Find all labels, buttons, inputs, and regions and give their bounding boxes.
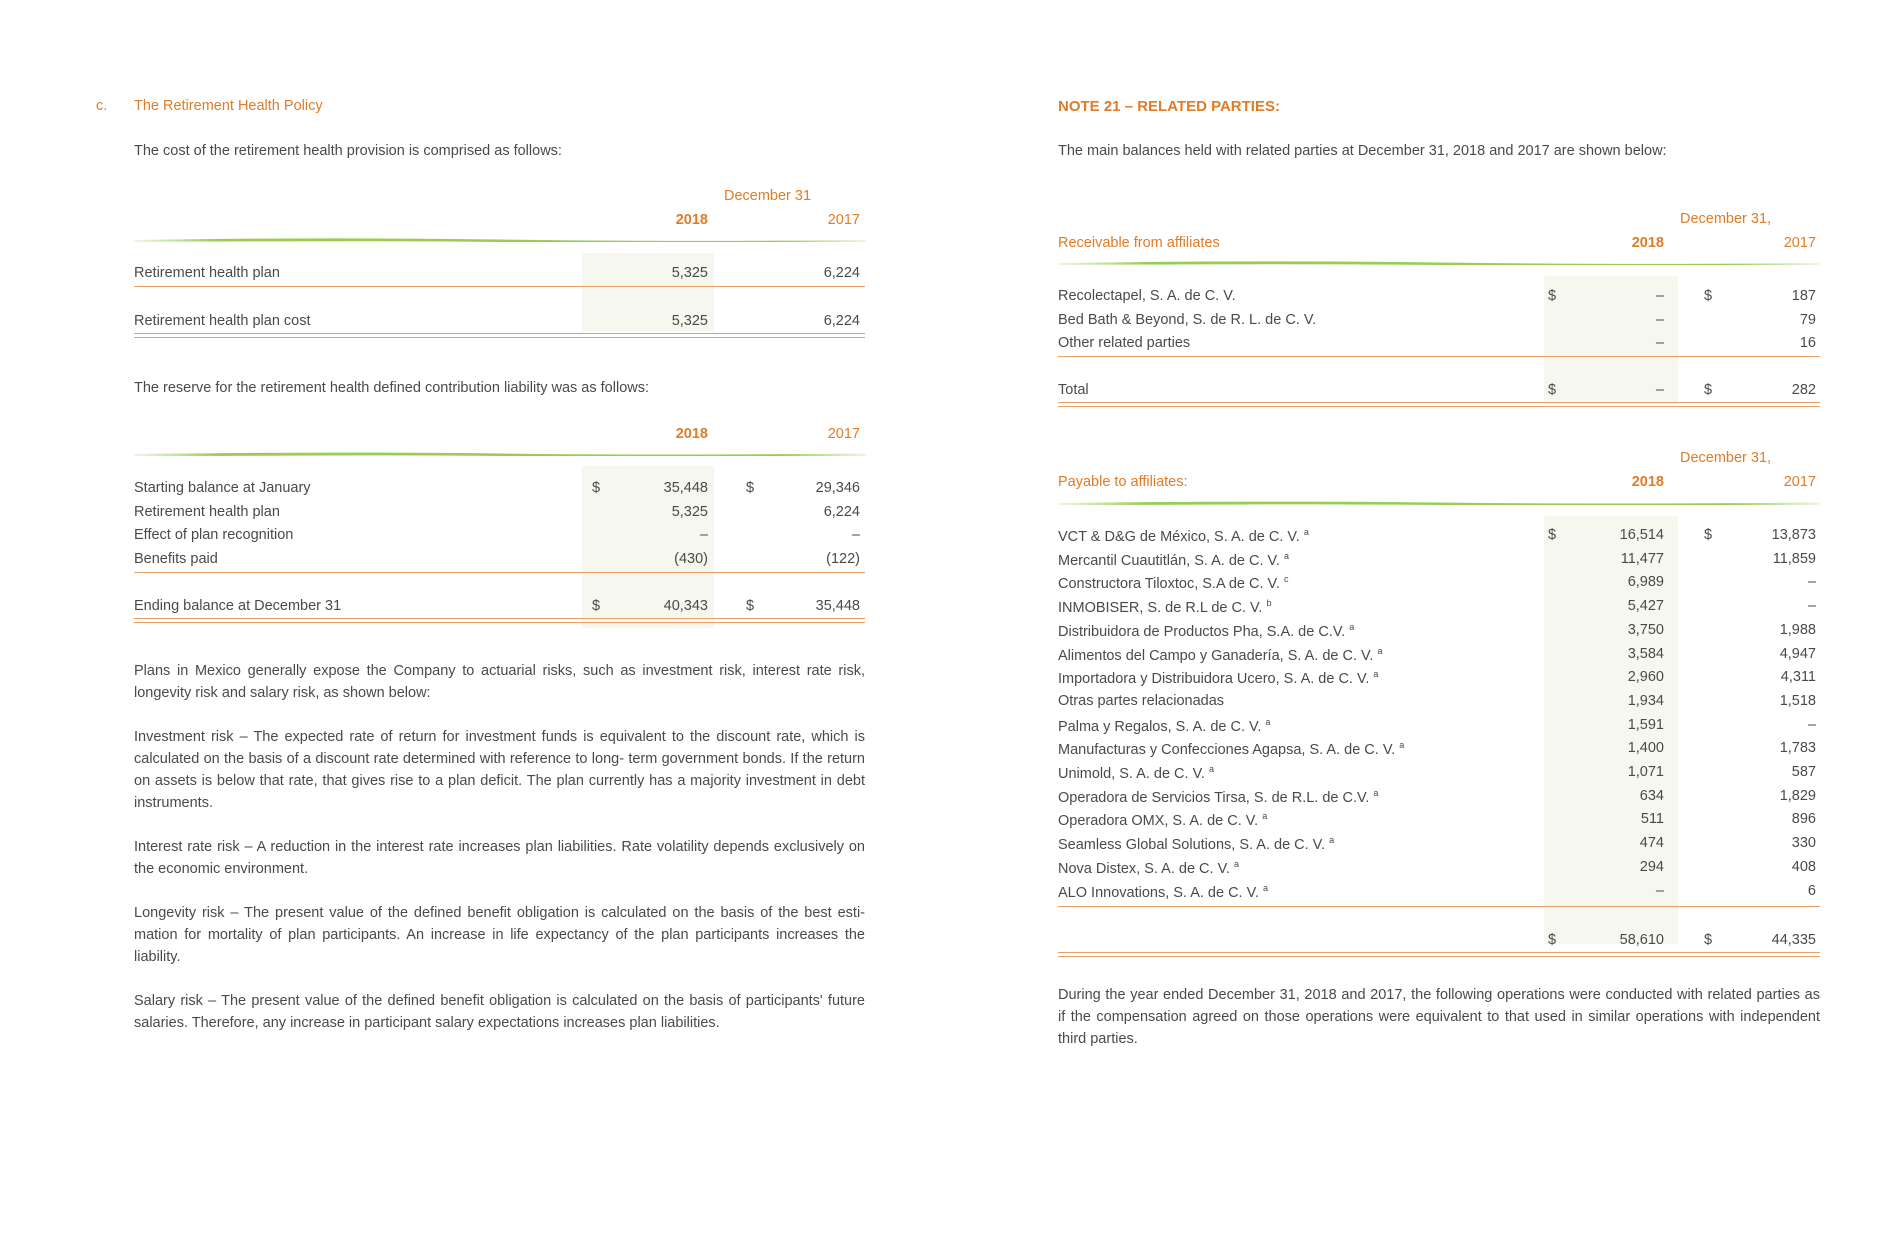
payable-row-2017: 4,311 xyxy=(1780,669,1816,685)
receivable-total-2017: 282 xyxy=(1791,382,1816,398)
payable-row-2018: 2,960 xyxy=(1627,669,1664,685)
reserve-col-2017: 2017 xyxy=(827,426,860,442)
currency-symbol: $ xyxy=(1704,932,1713,948)
cost-period-label: December 31 xyxy=(724,188,812,204)
payable-row-name: VCT & D&G de México, S. A. de C. V. xyxy=(1058,528,1300,545)
payable-row-2017: 1,783 xyxy=(1779,740,1816,756)
footnote-marker: a xyxy=(1377,646,1383,656)
payable-row-2018: 6,989 xyxy=(1627,574,1664,590)
payable-row-2018: 3,584 xyxy=(1627,646,1664,662)
payable-row-2017: 330 xyxy=(1791,835,1816,851)
payable-total-2017: 44,335 xyxy=(1771,932,1816,948)
payable-row-label xyxy=(1058,598,1271,616)
payable-row-2018: 3,750 xyxy=(1627,622,1664,638)
salary-risk-paragraph: Salary risk – The present value of the defined benefit obligation is calculated on the basis of participants' future salaries. Therefore, any increase in participant salary expectations increases plan liabilities. xyxy=(134,993,865,1031)
reserve-row-label: Retirement health plan xyxy=(134,504,280,520)
reserve-row-2017: 29,346 xyxy=(815,480,860,496)
footnote-marker: a xyxy=(1262,811,1268,821)
payable-total-2018: 58,610 xyxy=(1619,932,1664,948)
payable-row-name: Manufacturas y Confecciones Agapsa, S. A. de C. V. xyxy=(1058,741,1396,758)
currency-symbol: $ xyxy=(1704,382,1713,398)
footnote-marker: c xyxy=(1283,574,1289,584)
payable-row-name: Importadora y Distribuidora Ucero, S. A. de C. V. xyxy=(1058,670,1370,687)
payable-row-name: Seamless Global Solutions, S. A. de C. V. xyxy=(1058,836,1326,853)
payable-row-label xyxy=(1058,883,1268,901)
payable-row-name: Otras partes relacionadas xyxy=(1058,693,1225,709)
payable-row-2018: 5,427 xyxy=(1627,598,1664,614)
footnote-marker: a xyxy=(1283,551,1289,561)
header-brush-stroke xyxy=(1058,259,1820,265)
row-divider xyxy=(1058,356,1820,357)
receivable-row-2017: 16 xyxy=(1799,335,1816,351)
cost-row-2017: 6,224 xyxy=(823,265,860,281)
footnote-marker: a xyxy=(1233,859,1239,869)
payable-row-2017: 1,988 xyxy=(1779,622,1816,638)
cost-total-label: Retirement health plan cost xyxy=(134,313,311,329)
note-title: NOTE 21 – RELATED PARTIES: xyxy=(1058,98,1280,115)
currency-symbol: $ xyxy=(746,480,755,496)
payable-row-label xyxy=(1058,622,1354,640)
receivable-row-label: Recolectapel, S. A. de C. V. xyxy=(1058,288,1236,304)
payable-row-2018: 634 xyxy=(1639,788,1664,804)
payable-row-label xyxy=(1058,693,1224,709)
footnote-marker: a xyxy=(1265,717,1271,727)
longevity-risk-paragraph: Longevity risk – The present value of the defined benefit obligation is calculated on the basis of the best esti- mation for mortality of plan participants. An increase in life expectancy of the plan participants increases the liability. xyxy=(134,905,865,965)
currency-symbol: $ xyxy=(592,480,601,496)
reserve-row-2017: – xyxy=(851,527,860,543)
receivable-col-2017: 2017 xyxy=(1783,235,1816,251)
payable-row-name: Nova Distex, S. A. de C. V. xyxy=(1058,860,1230,877)
payable-row-2017: 587 xyxy=(1791,764,1816,780)
reserve-row-2017: (122) xyxy=(826,551,860,567)
cost-total-2017: 6,224 xyxy=(823,313,860,329)
payable-row-label xyxy=(1058,764,1214,782)
header-brush-stroke xyxy=(134,450,866,456)
payable-row-name: Unimold, S. A. de C. V. xyxy=(1058,765,1205,782)
payable-row-name: Distribuidora de Productos Pha, S.A. de C.V. xyxy=(1058,623,1346,640)
payable-row-2018: 1,071 xyxy=(1627,764,1664,780)
payable-row-2017: – xyxy=(1807,598,1816,614)
currency-symbol: $ xyxy=(592,598,601,614)
row-divider xyxy=(134,286,865,287)
currency-symbol: $ xyxy=(1548,932,1557,948)
reserve-total-2017: 35,448 xyxy=(815,598,860,614)
payable-row-2018: – xyxy=(1655,883,1664,899)
footnote-marker: a xyxy=(1303,527,1309,537)
payable-row-label xyxy=(1058,669,1378,687)
receivable-total-2018: – xyxy=(1655,382,1664,398)
payable-row-label xyxy=(1058,740,1404,758)
reserve-row-2018: 35,448 xyxy=(663,480,708,496)
payable-row-name: Alimentos del Campo y Ganadería, S. A. de C. V. xyxy=(1058,647,1374,664)
receivable-row-2018: – xyxy=(1655,288,1664,304)
reserve-row-label: Effect of plan recognition xyxy=(134,527,294,543)
payable-row-2017: 11,859 xyxy=(1772,551,1816,567)
payable-row-name: Operadora OMX, S. A. de C. V. xyxy=(1058,812,1259,829)
payable-row-2018: 16,514 xyxy=(1619,527,1664,543)
payable-row-2017: 4,947 xyxy=(1779,646,1816,662)
payable-row-name: INMOBISER, S. de R.L de C. V. xyxy=(1058,599,1263,616)
payable-row-label xyxy=(1058,859,1239,877)
reserve-row-2018: (430) xyxy=(674,551,708,567)
reserve-col-2018: 2018 xyxy=(675,426,708,442)
payable-row-2017: 13,873 xyxy=(1771,527,1816,543)
payable-section-label: Payable to affiliates: xyxy=(1058,474,1188,490)
reserve-intro: The reserve for the retirement health defined contribution liability was as follows: xyxy=(134,380,650,396)
payable-row-2017: 408 xyxy=(1791,859,1816,875)
risk-intro-paragraph: Plans in Mexico generally expose the Company to actuarial risks, such as investment risk, interest rate risk, longevity risk and salary risk, as shown below: xyxy=(134,663,865,701)
reserve-row-2017: 6,224 xyxy=(823,504,860,520)
payable-row-2017: 896 xyxy=(1791,811,1816,827)
payable-row-name: ALO Innovations, S. A. de C. V. xyxy=(1058,884,1259,901)
footnote-marker: a xyxy=(1329,835,1335,845)
section-title: The Retirement Health Policy xyxy=(134,98,323,114)
payable-row-label xyxy=(1058,788,1378,806)
receivable-row-2017: 187 xyxy=(1791,288,1816,304)
payable-row-name: Palma y Regalos, S. A. de C. V. xyxy=(1058,718,1262,735)
reserve-total-2018: 40,343 xyxy=(663,598,708,614)
cost-intro: The cost of the retirement health provision is comprised as follows: xyxy=(134,143,562,159)
payable-row-label xyxy=(1058,717,1270,735)
payable-row-label xyxy=(1058,811,1267,829)
cost-col-2017: 2017 xyxy=(827,212,860,228)
footnote-marker: a xyxy=(1399,740,1405,750)
payable-row-2018: 1,934 xyxy=(1627,693,1664,709)
payable-row-label xyxy=(1058,646,1382,664)
closing-paragraph: During the year ended December 31, 2018 and 2017, the following operations were conducted with related parties as if the compensation agreed on those operations were equivalent to that used in similar operations with independent third parties. xyxy=(1058,987,1820,1047)
receivable-row-2018: – xyxy=(1655,312,1664,328)
payable-row-2018: 511 xyxy=(1640,811,1664,827)
row-divider xyxy=(1058,906,1820,907)
payable-row-name: Mercantil Cuautitlán, S. A. de C. V. xyxy=(1058,552,1280,569)
currency-symbol: $ xyxy=(1548,382,1557,398)
payable-row-2017: – xyxy=(1807,717,1816,733)
total-double-rule xyxy=(1058,952,1820,957)
receivable-total-label: Total xyxy=(1058,382,1089,398)
receivable-row-2017: 79 xyxy=(1799,312,1816,328)
footnote-marker: a xyxy=(1263,883,1269,893)
cost-total-2018: 5,325 xyxy=(671,313,708,329)
payable-row-2018: 294 xyxy=(1639,859,1664,875)
footnote-marker: a xyxy=(1373,788,1379,798)
currency-symbol: $ xyxy=(746,598,755,614)
section-letter: c. xyxy=(96,98,108,114)
footnote-marker: a xyxy=(1209,764,1215,774)
total-double-rule xyxy=(134,333,865,338)
receivable-section-label: Receivable from affiliates xyxy=(1058,235,1220,251)
footnote-marker: b xyxy=(1266,598,1272,608)
reserve-total-label: Ending balance at December 31 xyxy=(134,598,342,614)
investment-risk-paragraph: Investment risk – The expected rate of return for investment funds is equivalent to the discount rate, which is calculated on the basis of a discount rate determined with reference to long- term government bonds. If the return on assets is below that rate, that gives rise to a plan deficit. The plan currently has a majority investment in debt instruments. xyxy=(134,729,865,811)
payable-row-2017: 6 xyxy=(1807,883,1816,899)
reserve-row-2018: – xyxy=(699,527,708,543)
payable-row-label xyxy=(1058,527,1309,545)
payable-col-2017: 2017 xyxy=(1783,474,1816,490)
currency-symbol: $ xyxy=(1548,288,1557,304)
payable-row-label xyxy=(1058,574,1288,592)
receivable-col-2018: 2018 xyxy=(1631,235,1664,251)
total-double-rule xyxy=(1058,402,1820,407)
payable-row-name: Operadora de Servicios Tirsa, S. de R.L. de C.V. xyxy=(1058,789,1370,806)
currency-symbol: $ xyxy=(1704,527,1713,543)
cost-col-2018: 2018 xyxy=(675,212,708,228)
currency-symbol: $ xyxy=(1548,527,1557,543)
row-divider xyxy=(134,572,865,573)
payable-row-label xyxy=(1058,835,1334,853)
total-double-rule xyxy=(134,618,865,623)
payable-row-2018: 1,591 xyxy=(1627,717,1664,733)
receivable-row-label: Other related parties xyxy=(1058,335,1191,351)
receivable-row-label: Bed Bath & Beyond, S. de R. L. de C. V. xyxy=(1058,312,1317,328)
header-brush-stroke xyxy=(134,236,866,242)
reserve-row-label: Starting balance at January xyxy=(134,480,311,496)
receivable-row-2018: – xyxy=(1655,335,1664,351)
related-parties-intro: The main balances held with related parties at December 31, 2018 and 2017 are shown below: xyxy=(1058,143,1667,159)
payable-row-2017: 1,518 xyxy=(1779,693,1816,709)
cost-row-label: Retirement health plan xyxy=(134,265,280,281)
payable-row-label xyxy=(1058,551,1289,569)
payable-row-2018: 11,477 xyxy=(1620,551,1664,567)
cost-row-2018: 5,325 xyxy=(671,265,708,281)
payable-col-2018: 2018 xyxy=(1631,474,1664,490)
payable-row-2018: 1,400 xyxy=(1627,740,1664,756)
interest-rate-risk-paragraph: Interest rate risk – A reduction in the interest rate increases plan liabilities. Rate volatility depends exclusively on the economic environment. xyxy=(134,839,865,877)
payable-row-2018: 474 xyxy=(1639,835,1664,851)
currency-symbol: $ xyxy=(1704,288,1713,304)
payable-row-2017: 1,829 xyxy=(1779,788,1816,804)
payable-row-2017: – xyxy=(1807,574,1816,590)
payable-row-name: Constructora Tiloxtoc, S.A de C. V. xyxy=(1058,575,1280,592)
reserve-row-label: Benefits paid xyxy=(134,551,218,567)
receivable-period-label: December 31, xyxy=(1680,211,1772,227)
footnote-marker: a xyxy=(1349,622,1355,632)
header-brush-stroke xyxy=(1058,499,1820,505)
footnote-marker: a xyxy=(1373,669,1379,679)
reserve-row-2018: 5,325 xyxy=(671,504,708,520)
payable-period-label: December 31, xyxy=(1680,450,1772,466)
